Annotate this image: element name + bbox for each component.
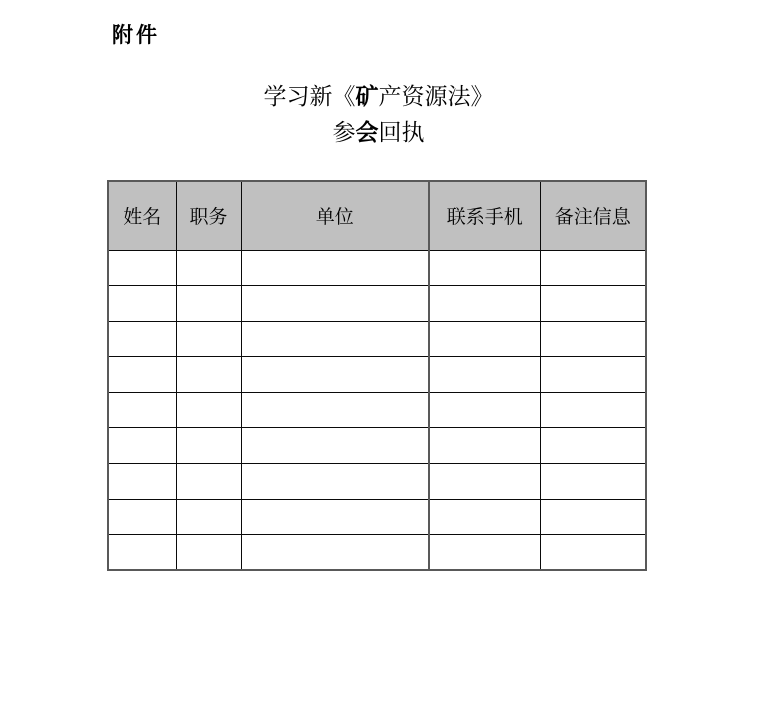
title-line-1 xyxy=(0,79,757,115)
table-cell xyxy=(108,357,176,393)
table-cell xyxy=(540,464,646,500)
table-cell xyxy=(429,321,540,357)
receipt-table xyxy=(107,180,647,571)
table-cell xyxy=(241,464,429,500)
table-cell xyxy=(540,499,646,535)
table-cell xyxy=(108,392,176,428)
table-cell xyxy=(540,250,646,286)
table-cell xyxy=(241,357,429,393)
table-cell xyxy=(108,286,176,322)
table-cell xyxy=(540,286,646,322)
table-cell xyxy=(176,428,241,464)
table-cell xyxy=(540,428,646,464)
table-cell xyxy=(241,250,429,286)
table-cell xyxy=(108,321,176,357)
table-cell xyxy=(241,321,429,357)
title-text: 回执 xyxy=(378,120,425,146)
table-cell xyxy=(108,250,176,286)
title-text-bold: 会 xyxy=(355,119,379,146)
title-text-bold: 矿 xyxy=(355,83,379,110)
table-cell xyxy=(540,535,646,571)
table-cell xyxy=(429,499,540,535)
table-cell xyxy=(108,428,176,464)
table-row xyxy=(108,392,646,428)
table-cell xyxy=(176,357,241,393)
table-cell xyxy=(176,286,241,322)
table-header-row xyxy=(108,181,646,250)
table-cell xyxy=(540,392,646,428)
table-row xyxy=(108,357,646,393)
title-text: 产资源法》 xyxy=(378,84,494,110)
title-text: 学习新《 xyxy=(263,84,356,110)
title-line-2 xyxy=(0,115,757,151)
table-cell xyxy=(429,392,540,428)
header-cell-unit: 单位 xyxy=(241,181,429,250)
table-cell xyxy=(241,535,429,571)
table-cell xyxy=(241,428,429,464)
table-row xyxy=(108,321,646,357)
table-row xyxy=(108,464,646,500)
table-cell xyxy=(429,286,540,322)
document-title xyxy=(0,79,757,151)
table-row xyxy=(108,535,646,571)
table-cell xyxy=(241,499,429,535)
table-cell xyxy=(108,499,176,535)
header-cell-remarks: 备注信息 xyxy=(540,181,646,250)
table-cell xyxy=(540,357,646,393)
table-cell xyxy=(176,464,241,500)
header-cell-mobile: 联系手机 xyxy=(429,181,540,250)
header-cell-position: 职务 xyxy=(176,181,241,250)
table-cell xyxy=(176,535,241,571)
table-row xyxy=(108,428,646,464)
table-cell xyxy=(540,321,646,357)
title-text: 参 xyxy=(332,120,356,146)
table-cell xyxy=(176,250,241,286)
table-cell xyxy=(241,392,429,428)
table-cell xyxy=(176,321,241,357)
table-cell xyxy=(429,250,540,286)
table-cell xyxy=(429,357,540,393)
table-cell xyxy=(429,428,540,464)
table-cell xyxy=(108,464,176,500)
table-row xyxy=(108,250,646,286)
table-cell xyxy=(241,286,429,322)
table-cell xyxy=(429,464,540,500)
table-cell xyxy=(429,535,540,571)
table-row xyxy=(108,286,646,322)
table-cell xyxy=(108,535,176,571)
table-row xyxy=(108,499,646,535)
header-cell-name: 姓名 xyxy=(108,181,176,250)
table-cell xyxy=(176,392,241,428)
attachment-label: 附件 xyxy=(112,22,160,47)
table-cell xyxy=(176,499,241,535)
